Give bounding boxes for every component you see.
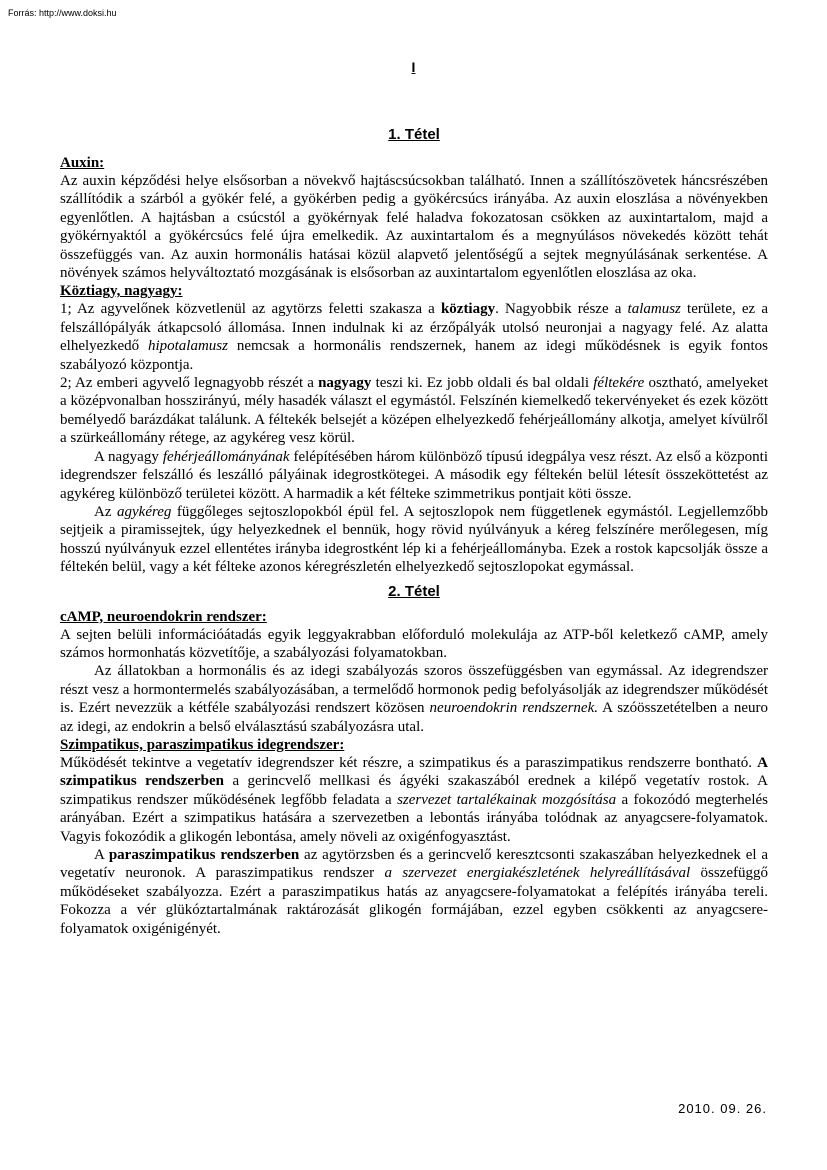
koztiagy-paragraph-2: 2; Az emberi agyvelő legnagyobb részét a nagyagy teszi ki. Ez jobb oldali és bal oldali féltekére osztható, amelyeket a középvonalban hosszirányú, mély hasadék választ el egymástól. Felszínén kiemelkedő tekervényeket és ezek között bemélyedő barázdákat találunk. A féltekék belsejét a középen elhelyezkedő fehérjeállomány alkotja, amelyet kívülről a szürkeállomány rétege, az agykéreg vesz körül. [60,375,768,447]
szimpatikus-heading: Szimpatikus, paraszimpatikus idegrendszer: [60,736,345,753]
koztiagy-paragraph-3: A nagyagy fehérjeállományának felépítésében három különböző típusú idegpálya vesz részt. Az első a központi idegrendszer felszálló és leszálló pályáinak idegrostkötegei. A második egy féltekén belül létesít összeköttetést az agykéreg különböző területei között. A harmadik a két félteke szimmetrikus pontjait köti össze. [60,448,768,502]
section-numeral: I [411,59,416,75]
auxin-paragraph: Az auxin képződési helye elsősorban a növekvő hajtáscsúcsokban található. Innen a szállítószövetek háncsrészében szállítódik a szárból a gyökér felé, a gyökérben pedig a gyökércsúcs irányába. Az auxin eloszlása a növényekben egyenlőtlen. A hajtásban a csúcstól a gyökérnyak felé haladva fokozatosan csökken az auxintartalom, majd a gyökérnyaktól a gyökércsúcs felé újra emelkedik. Az auxintartalom és a megnyúlásos növekedés között tehát összefüggés van. Az auxin hormonális hatásai közül alapvető jelentőségű a sejtek megnyúlásának serkentése. A növények számos helyváltoztató mozgásának is elsősorban az auxintartalom egyenlőtlen eloszlása az oka. [60,173,768,282]
camp-heading: cAMP, neuroendokrin rendszer: [60,608,267,625]
koztiagy-heading: Köztiagy, nagyagy: [60,283,183,300]
source-note: Forrás: http://www.doksi.hu [8,8,117,18]
auxin-heading: Auxin: [60,155,105,171]
koztiagy-paragraph-1: 1; Az agyvelőnek közvetlenül az agytörzs feletti szakasza a köztiagy. Nagyobbik része a talamusz területe, ez a felszállópályák átkapcsoló állomása. Innen indulnak ki az érzőpályák utolsó neuronjai a nagyagy felé. Az alatta elhelyezkedő hipotalamusz nemcsak a hormonális rendszernek, hanem az idegi működésnek is egyik fontos szabályozó központja. [60,301,769,373]
camp-paragraph-2: Az állatokban a hormonális és az idegi szabályozás szoros összefüggésben van egymással. Az idegrendszer részt vesz a hormontermelés szabályozásában, a termelődő hormonok pedig befolyásolják az idegrendszer működését is. Ezért nevezzük a kétféle szabályozási rendszert közösen neuroendokrin rendszernek. A szóösszetételben a neuro az idegi, az endokrin a belső elválasztású szabályozásra utal. [60,663,768,735]
szimpatikus-paragraph-2: A paraszimpatikus rendszerben az agytörzsben és a gerincvelő keresztcsonti szakaszában helyezkednek el a vegetatív neuronok. A paraszimpatikus rendszer a szervezet energiakészletének helyreállításával összefüggő működéseket szabályozza. Ezért a paraszimpatikus hatás az anyagcsere-folyamatokat a felépítés irányába tereli. Fokozza a vér glükóztartalmának raktározását glikogén formájában, ezzel egyben csökkenti az anyagcsere-folyamatok oxigénigényét. [60,847,768,937]
tetel-2-title: 2. Tétel [388,582,440,600]
koztiagy-paragraph-4: Az agykéreg függőleges sejtoszlopokból épül fel. A sejtoszlopok nem függetlenek egymástól. Legjellemzőbb sejtjeik a piramissejtek, úgy helyezkednek el bennük, hogy rövid nyúlványuk a kéreg felszínére merőlegesen, míg hosszú nyúlványuk ezzel ellentétes irányba idegrostként lép ki a fehérjeállományba. Ezek a rostok kapcsolják össze a féltekén belül, vagy a két félteke azonos kéregrészletén elhelyezkedő sejtoszlopokat egymással. [60,503,768,576]
tetel-1-title: 1. Tétel [388,126,440,143]
document-body [60,126,768,938]
camp-paragraph-1: A sejten belüli információátadás egyik leggyakrabban előforduló molekulája az ATP-ből keletkező cAMP, amely számos hormonhatás közvetítője, a szabályozási folyamatokban. [60,626,768,661]
szimpatikus-paragraph-1: Működését tekintve a vegetatív idegrendszer két részre, a szimpatikus és a paraszimpatikus rendszerre bontható. A szimpatikus rendszerben a gerincvelő mellkasi és ágyéki szakaszából erednek a kilépő vegetatív rostok. A szimpatikus rendszer működésének legfőbb feladata a szervezet tartalékainak mozgósítása a fokozódó megterhelés arányában. Ezért a szimpatikus hatására a szervezetben a lebontás irányába tolódnak az anyagcsere-folyamatok. Vagyis fokozódik a glikogén lebontása, amely növeli az oxigénfogyasztást. [60,754,768,845]
document-date: 2010. 09. 26. [678,1101,767,1116]
